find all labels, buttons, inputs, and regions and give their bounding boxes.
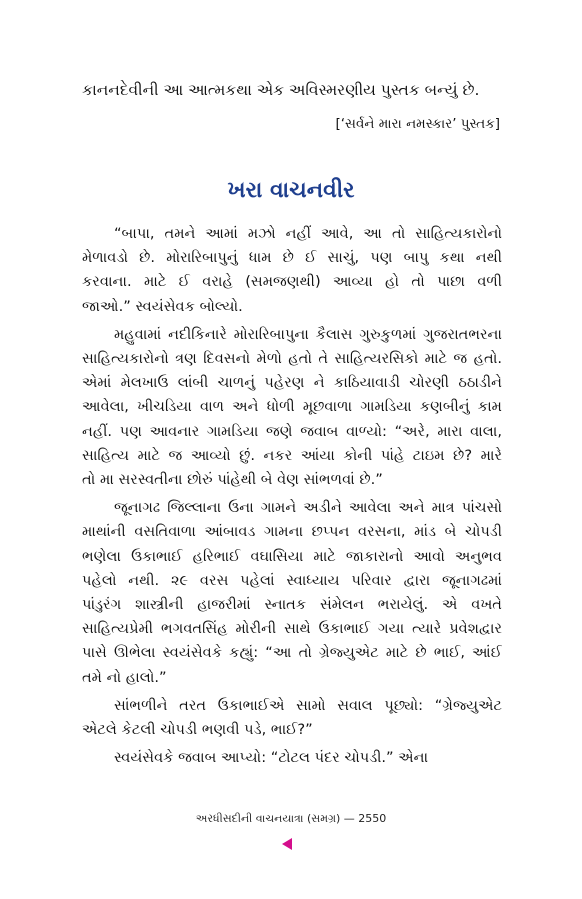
text-line: પાંડુરંગ શાસ્ત્રીની હાજરીમાં સ્નાતક સંમેલન ભરાયેલું. એ વખતે xyxy=(82,596,502,614)
text-line: માથાંની વસતિવાળા આંબાવડ ગામના છપ્પન વરસના, માંડ બે ચોપડી xyxy=(82,523,502,541)
article-body xyxy=(82,222,502,774)
text-line: “બાપા, તમને આમાં મઝો નહીં આવે, આ તો સાહિત્યકારોનો xyxy=(114,225,502,242)
text-line: નહીં. પણ આવનાર ગામડિયા જણે જવાબ વાળ્યો: “અરે, મારા વાલા, xyxy=(82,422,502,440)
left-triangle-icon[interactable] xyxy=(282,838,292,850)
text-line: સાહિત્યકારોનો ત્રણ દિવસનો મેળો હતો તે સાહિત્યરસિકો માટે જ હતો. xyxy=(82,350,502,368)
article-paragraph xyxy=(82,222,502,319)
source-citation: [‘સર્વને મારા નમસ્કાર’ પુસ્તક] xyxy=(335,116,500,132)
text-line: ભણેલા ઉકાભાઈ હરિભાઈ વઘાસિયા માટે જાકારાનો આવો અનુભવ xyxy=(82,547,502,565)
text-line: સાહિત્યપ્રેમી ભગવતસિંહ મોરીની સાથે ઉકાભાઈ ગયા ત્યારે પ્રવેશદ્વાર xyxy=(82,620,502,638)
text-line: મેળાવડો છે. મોરારિબાપુનું ધામ છે ઈ સાચું, પણ બાપુ કથા નથી xyxy=(82,249,502,267)
text-line: સ્વયંસેવકે જવાબ આપ્યો: “ટોટલ પંદર ચોપડી.” એના xyxy=(114,749,429,767)
text-line: તો મા સરસ્વતીના છોરું પાંહેથી બે વેણ સાંભળવાં છે.” xyxy=(82,471,383,489)
text-line: તમે નો હાલો.” xyxy=(82,668,167,686)
article-paragraph xyxy=(82,323,502,492)
text-line: મહુવામાં નદીકિનારે મોરારિબાપુના કૈલાસ ગુરુકુળમાં ગુજરાતભરના xyxy=(114,325,502,343)
text-line: એમાં મેલખાઉ લાંબી ચાળનું પહેરણ ને કાઠિયાવાડી ચોરણી ઠઠાડીને xyxy=(82,374,502,392)
article-paragraph xyxy=(82,496,502,690)
text-line: આવેલા, ખીચડિયા વાળ અને ધોળી મૂછવાળા ગામડિયા કણબીનું કામ xyxy=(82,398,502,416)
article-title: ખરા વાચનવીર xyxy=(227,178,355,203)
text-line: એટલે કેટલી ચોપડી ભણવી પડે, ભાઈ?” xyxy=(82,721,313,739)
text-line: કરવાના. માટે ઈ વરાહે (સમજણથી) આવ્યા હો તો પાછા વળી xyxy=(82,273,502,291)
article-paragraph xyxy=(82,694,502,742)
text-line: પાસે ઊભેલા સ્વયંસેવકે કહ્યું: “આ તો ગ્રેજ્યુએટ માટે છે ભાઈ, આંઈ xyxy=(82,644,502,662)
text-line: જૂનાગઢ જિલ્લાના ઉના ગામને અડીને આવેલા અને માત્ર પાંચસો xyxy=(114,499,502,517)
text-line: સાહિત્ય માટે જ આવ્યો છું. નકર આંયા કોની પાંહે ટાઇમ છે? મારે xyxy=(82,446,502,464)
intro-line: કાનનદેવીની આ આત્મકથા એક અવિસ્મરણીય પુસ્તક બન્યું છે. xyxy=(82,81,480,99)
text-line: સાંભળીને તરત ઉકાભાઈએ સામો સવાલ પૂછ્યો: “ગ્રેજ્યુએટ xyxy=(114,696,502,714)
text-line: જાઓ.” સ્વયંસેવક બોલ્યો. xyxy=(82,297,243,315)
text-line: પહેલો નથી. ૨૯ વરસ પહેલાં સ્વાધ્યાય પરિવાર દ્વારા જૂનાગઢમાં xyxy=(82,571,502,589)
page-footer: અરધીસદીની વાચનયાત્રા (સમગ્ર) — 2550 xyxy=(195,812,387,825)
article-paragraph xyxy=(82,746,502,770)
